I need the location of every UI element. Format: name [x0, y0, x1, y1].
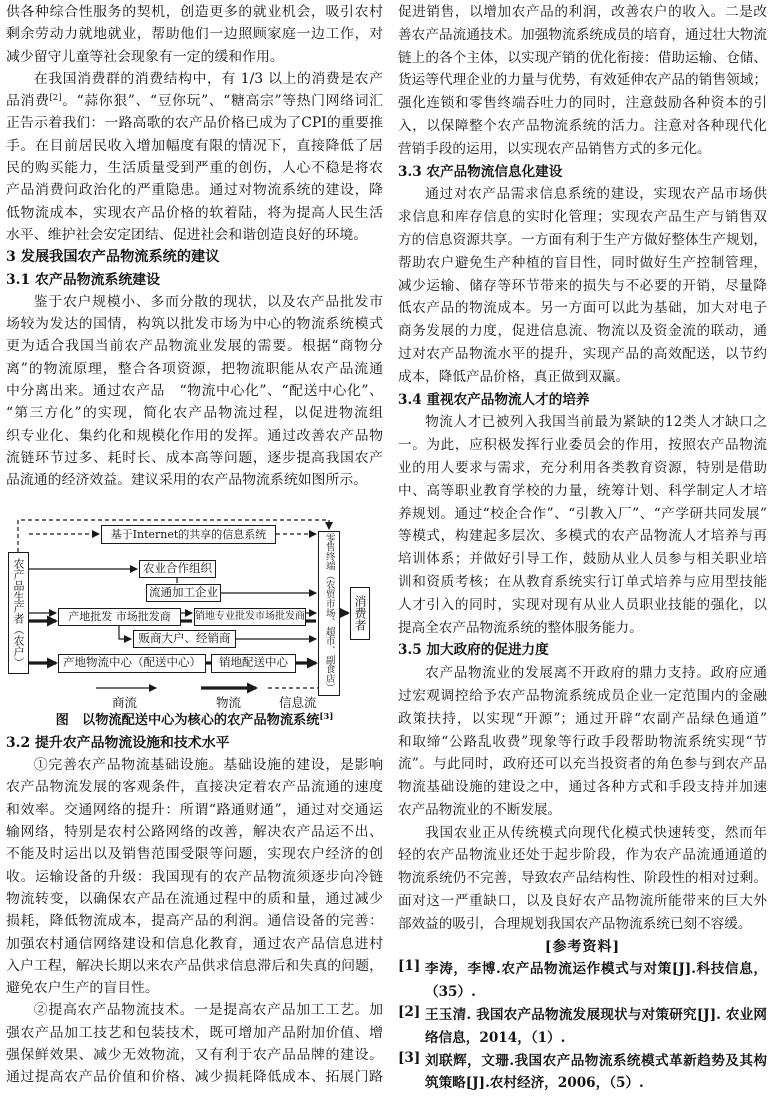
text-line: 和取缔“公路乱收费”现象等行政手段帮助物流系统实现“节 — [398, 733, 767, 750]
text-segment: 品消费 — [6, 93, 50, 110]
text-line: 强化连锁和零售终端吞吐力的同时，注意鼓励各种资本的引 — [398, 95, 767, 112]
text-line: 损耗，降低物流成本，提高产品的利润。通信设备的完善： — [6, 913, 383, 930]
citation-marker: [2] — [49, 93, 62, 104]
text-line: 营销手段的运用，以实现农产品销售方式的多元化。 — [398, 140, 711, 157]
text-line: 水平、维护社会安定团结、促进社会和谐创造良好的环境。 — [6, 226, 368, 243]
text-line: 商务发展的力度，促进信息流、物流以及资金流的联动，通 — [398, 323, 767, 340]
legend-logistics-label: 物流 — [216, 694, 242, 710]
text-line: 提高全农产品物流系统的整体服务能力。 — [398, 619, 643, 636]
reference-text-line: 筑策略[J].农村经济，2006，（5）. — [425, 1075, 644, 1092]
text-line: 产品消费问政治化的严重隐患。通过对物流系统的建设，降 — [6, 182, 383, 199]
text-line: 不能及时运出以及销售范围受限等问题，实现农户经济的创 — [6, 846, 383, 863]
text-line: 面对这一严重缺口，以及良好农产品物流所能带来的巨大外 — [398, 893, 767, 910]
text-line: 农产品物流业的发展离不开政府的鼎力支持。政府应通 — [425, 665, 767, 682]
farm-cooperative-box: 农业合作组织 — [139, 560, 216, 578]
paragraph — [398, 1, 767, 161]
producer-box: 农产品生产者（农户） — [8, 552, 29, 674]
consumer-box: 消费者 — [350, 587, 370, 640]
paragraph — [6, 1, 383, 68]
text-line: 养规划。通过“校企合作”、“引教入厂”、“产学研共同发展” — [398, 505, 767, 522]
destination-wholesale-box: 销地专业批发市场批发商 — [194, 608, 306, 626]
text-line: 链上的各个主体，以实现产销的优化衔接：借助运输、仓储、 — [398, 49, 767, 66]
text-line: 通过提高农产品价值和价格、减少损耗降低成本、拓展门路 — [6, 1069, 383, 1086]
origin-wholesale-to-dealers-arrow — [119, 626, 131, 639]
text-line: 剩余劳动力就地就业，帮助他们一边照顾家庭一边工作，对 — [6, 26, 383, 43]
section-heading: 3 发展我国农产品物流系统的建议 — [6, 249, 220, 266]
text-line: 善农产品流通技术。加强物流系统成员的培育，通过壮大物流 — [398, 26, 767, 43]
text-line: 物流基础设施的建设之中，通过各种方式和手段支持并加速 — [398, 779, 767, 796]
paragraph — [398, 822, 767, 936]
subsection-heading: 3.3 农产品物流信息化建设 — [398, 163, 563, 180]
text-line: 部效益的吸引，合理规划我国农产品物流系统已刻不容缓。 — [398, 915, 752, 932]
text-line: 强农产品加工技艺和包装技术，既可增加产品附加价值、增 — [6, 1024, 383, 1041]
text-line: 帮助农户避免生产种植的盲目性，同时做好生产控制管理， — [398, 254, 767, 271]
origin-wholesale-box: 产地批发 市场批发商 — [58, 608, 181, 626]
text-line: 物流系统仍不完善，导致农产品结构性、阶段性的相对过剩。 — [398, 870, 767, 887]
text-line: 成本，降低产品价格，真正做到双赢。 — [398, 368, 630, 385]
text-line: 收。运输设备的升级：我国现有的农产品物流须逐步向冷链 — [6, 868, 383, 885]
left-column — [6, 1, 383, 1089]
subsection-heading: 3.2 提升农产品物流设施和技术水平 — [6, 734, 230, 751]
dealers-box: 贩商大户、经销商 — [133, 630, 236, 648]
left-column-bottom-text — [6, 732, 383, 1089]
subsection-heading: 3.1 农产品物流系统建设 — [6, 271, 161, 288]
text-line: 减少留守儿童等社会现象有一定的缓和作用。 — [6, 48, 284, 65]
text-line: 业的用人要求与需求，充分利用各类教育资源，特别是借助 — [398, 459, 767, 476]
text-line: 民的购买能力，生活质量受到严重的创伤，人心不稳是将农 — [6, 160, 383, 177]
processing-enterprise-box: 流通加工企业 — [146, 584, 221, 602]
text-line: 物流人才已被列入我国当前最为紧缺的12类人才缺口之 — [425, 414, 767, 431]
text-line: 中、高等职业教育学校的力量，统筹计划、科学制定人才培 — [398, 482, 767, 499]
reference-item — [398, 958, 767, 1004]
text-line: 农产品物流业的不断发展。 — [398, 801, 562, 818]
text-segment: 。“蒜你狠”、“豆你玩”、“糖高宗”等热门网络词汇 — [61, 93, 383, 110]
text-line: 输网络，特别是农村公路网络的改善，解决农产品运不出、 — [6, 824, 383, 841]
text-line: 低农产品的物流成本。另一方面可以此为基础，加大对电子 — [398, 300, 767, 317]
text-line: 培训体系；并做好引导工作，鼓励从业人员参与相关职业培 — [398, 551, 767, 568]
text-line: 避免农户生产的盲目性。 — [6, 980, 159, 997]
paragraph — [6, 999, 383, 1088]
text-line: 减少运输、储存等环节带来的损失与不必要的开销，尽量降 — [398, 277, 767, 294]
reference-text-line: （35）. — [425, 984, 476, 1001]
origin-logistics-center-box: 产地物流中心（配送中心） — [58, 654, 206, 673]
text-line: 人才引入的同时，实现对现有从业人员职业技能的强化，以 — [398, 596, 767, 613]
paragraph — [6, 754, 383, 999]
reference-text-line: 王玉清. 我国农产品物流发展现状与对策研究[J]. 农业网 — [425, 1007, 767, 1024]
legend-information-label: 信息流 — [279, 694, 317, 710]
text-line: 政策扶持，以实现“开源”；通过开辟“农副产品绿色通道” — [398, 710, 767, 727]
text-line: 等模式，构建起多层次、多模式的农产品物流人才培养与再 — [398, 528, 767, 545]
text-line: 中分离出来。通过农产品 “物流中心化”、“配送中心化”、 — [6, 383, 383, 400]
reference-item — [398, 1050, 767, 1096]
text-line: 过宏观调控给予农产品物流系统成员企业一定范围内的金融 — [398, 687, 767, 704]
text-line: 我国农业正从传统模式向现代化模式快速转变，然而年 — [425, 824, 767, 841]
figure-caption — [6, 710, 383, 732]
citation-marker: [3] — [319, 711, 334, 722]
text-line: 离”的物流原理，整合各项资源，把物流职能从农产品流通 — [6, 360, 383, 377]
text-line: ①完善农产品物流基础设施。基础设施的建设，是影响 — [33, 757, 383, 774]
subsection-heading: 3.5 加大政府的促进力度 — [398, 642, 549, 659]
retail-terminal-box: 零售终端（农贸市场、超市、副食店） — [318, 531, 340, 696]
text-line: 物流转变，以确保农产品在流通过程中的质和量，通过减少 — [6, 890, 383, 907]
paragraph — [398, 411, 767, 639]
text-line: 入户工程，解决长期以来农产品供求信息滞后和失真的问题， — [6, 957, 383, 974]
subsection-heading: 3.4 重视农产品物流人才的培养 — [398, 391, 590, 408]
figure-caption-text: 图 以物流配送中心为核心的农产品物流系统 — [55, 712, 320, 728]
text-line: 训和资质考核；在从教育系统实行订单式培养与应用型技能 — [398, 573, 767, 590]
destination-distribution-center-box: 销地配送中心 — [211, 654, 296, 673]
logistics-system-figure — [6, 516, 383, 710]
text-line: 品流通的经济效益。建议采用的农产品物流系统如图所示。 — [6, 472, 368, 489]
text-line: 求信息和库存信息的实时化管理；实现农产品生产与销售双 — [398, 209, 767, 226]
text-line: 供各种综合性服务的契机，创造更多的就业机会，吸引农村 — [6, 4, 383, 20]
text-line: 和效率。交通网络的提升：所谓“路通财通”，通过对交通运 — [6, 801, 383, 818]
text-line: 场较为发达的国情，构筑以批发市场为中心的物流系统模式 — [6, 316, 383, 333]
text-line: 正告示着我们：一路高歌的农产品价格已成为了CPI的重要推 — [6, 115, 383, 132]
text-line: 一。为此，应积极发挥行业委员会的作用，按照农产品物流 — [398, 437, 767, 454]
text-line: 流”。与此同时，政府还可以充当投资者的角色参与到农产品 — [398, 756, 767, 773]
text-line: 方的信息资源共享。一方面有利于生产方做好整体生产规划， — [398, 231, 767, 248]
text-line: 鉴于农户规模小、多而分散的现状，以及农产品批发市 — [33, 293, 383, 310]
legend-commerce-label: 商流 — [112, 694, 138, 710]
text-line — [6, 90, 383, 112]
text-line: 织专业化、集约化和规模化作用的发挥。通过改善农产品物 — [6, 427, 383, 444]
paragraph — [6, 291, 383, 492]
text-line: 加强农村通信网络建设和信息化教育，通过农产品信息进村 — [6, 935, 383, 952]
paragraph — [398, 662, 767, 822]
text-line: 流链环节过多、耗时长、成本高等问题，逐步提高我国农产 — [6, 449, 383, 466]
paragraph — [6, 68, 383, 246]
reference-text-line: 刘联辉，文珊.我国农产品物流系统模式革新趋势及其构 — [425, 1052, 767, 1069]
reference-text-line: 李涛，李博.农产品物流运作模式与对策[J].科技信息， — [425, 961, 767, 978]
text-line: 农产品物流发展的客观条件，直接决定着农产品流通的速度 — [6, 779, 383, 796]
text-line: 过对农产品物流水平的提升，实现产品的高效配送，以节约 — [398, 345, 767, 362]
text-line: “第三方化”的实现，简化农产品物流过程，以促进物流组 — [6, 405, 383, 422]
reference-number: [1] — [398, 958, 421, 975]
left-column-top-text — [6, 1, 383, 492]
text-line: 轻的农产品物流业还处于起步阶段，作为农产品流通通道的 — [398, 847, 767, 864]
text-line: 低物流成本，实现农产品价格的软着陆，将为提高人民生活 — [6, 204, 383, 221]
reference-item — [398, 1004, 767, 1050]
references — [398, 936, 767, 1096]
text-line: 货运等代理企业的力量与优势，有效延伸农产品的销售领域； — [398, 72, 767, 89]
text-line: 通过对农产品需求信息系统的建设，实现农产品市场供 — [425, 186, 767, 203]
text-line: 入，以保障整个农产品物流系统的活力。注意对各种现代化 — [398, 117, 767, 134]
reference-number: [2] — [398, 1004, 421, 1021]
text-line: 更为适合我国当前农产品物流业发展的需要。根据“商物分 — [6, 338, 383, 355]
text-line: 在我国消费群的消费结构中，有 1/3 以上的消费是农产 — [33, 70, 383, 87]
info-system-box: 基于Internet的共享的信息系统 — [101, 525, 276, 544]
text-line: 手。在目前居民收入增加幅度有限的情况下，直接降低了居 — [6, 137, 383, 154]
text-line: 促进销售，以增加农产品的利润，改善农户的收入。二是改 — [398, 4, 767, 20]
references-title: [参考资料] — [544, 938, 621, 955]
reference-text-line: 络信息，2014，（1）. — [425, 1029, 566, 1046]
right-column — [398, 1, 767, 1095]
paragraph — [398, 183, 767, 388]
text-line: 强保鲜效果、减少无效物流，又有利于农产品品牌的建设。 — [6, 1046, 383, 1063]
reference-number: [3] — [398, 1049, 421, 1066]
text-line: ②提高农产品物流技术。一是提高农产品加工工艺。加 — [33, 1002, 383, 1019]
